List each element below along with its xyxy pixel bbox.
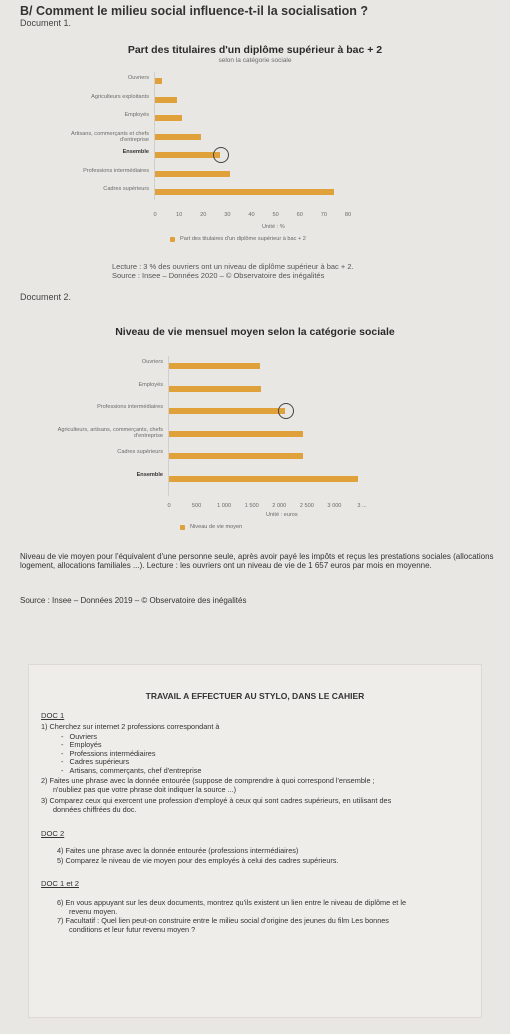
chart1-tick-label: 10 xyxy=(176,211,183,218)
chart2-category-label: Ensemble xyxy=(136,471,163,478)
chart2-category-label: Agriculteurs, artisans, commerçants, chefs d'entreprise xyxy=(57,426,163,439)
chart1-lecture: Lecture : 3 % des ouvriers ont un niveau de diplôme supérieur à bac + 2. xyxy=(112,262,354,271)
chart1-title: Part des titulaires d'un diplôme supérieur à bac + 2 xyxy=(127,44,383,56)
chart2-category-label: Ouvriers xyxy=(141,359,163,365)
chart2-bar xyxy=(169,363,260,369)
chart2-tick-label: 1 500 xyxy=(244,503,259,509)
chart1-tick-label: 20 xyxy=(200,211,207,218)
chart2-tick-label: 500 xyxy=(191,503,202,509)
question-1-list xyxy=(61,733,202,775)
question-6-line-2: revenu moyen. xyxy=(69,907,118,916)
chart2-bar xyxy=(169,431,303,437)
chart2-tick-label: 2 500 xyxy=(299,503,314,509)
chart2-bar xyxy=(169,453,303,459)
chart2-axis xyxy=(168,356,169,496)
question-1-item: - Cadres supérieurs xyxy=(61,757,130,767)
question-1-item: - Ouvriers xyxy=(61,732,98,741)
question-6-line-1: 6) En vous appuyant sur les deux documents, montrez qu'ils existent un lien entre le niveau de diplôme et le xyxy=(57,898,407,907)
document-1-label: Document 1. xyxy=(20,18,72,28)
chart1-xlabel: Unité : % xyxy=(262,224,285,230)
chart2-bar xyxy=(169,408,285,414)
chart2-tick-label: 2 000 xyxy=(272,503,287,509)
chart1-category-label: Agriculteurs exploitants xyxy=(91,93,149,100)
chart1-legend-label: Part des titulaires d'un diplôme supérieur à bac + 2 xyxy=(180,236,306,242)
work-title: TRAVAIL A EFFECTUER AU STYLO, DANS LE CAHIER xyxy=(145,691,365,701)
chart2-source: Source : Insee – Données 2019 – © Observatoire des inégalités xyxy=(20,596,247,605)
chart2-bar xyxy=(169,476,358,482)
chart1-tick-label: 60 xyxy=(296,211,303,218)
chart2-category-label: Cadres supérieurs xyxy=(117,449,163,455)
doc2-heading: DOC 2 xyxy=(41,829,65,838)
chart2-note: Niveau de vie moyen pour l'équivalent d'une personne seule, après avoir payé les impôts et reçus les prestations sociales (allocations logement, allocations familiales ...). Lecture : les ouvriers ont un niveau de vie de 1 657 euros par mois en moyenne. xyxy=(20,552,494,570)
chart1-tick-label: 70 xyxy=(320,211,327,218)
chart1-subtitle: selon la catégorie sociale xyxy=(218,57,292,64)
page-heading: B/ Comment le milieu social influence-t-il la socialisation ? xyxy=(20,4,368,18)
chart1-source: Source : Insee – Données 2020 – © Observatoire des inégalités xyxy=(112,271,325,280)
question-1: 1) Cherchez sur internet 2 professions correspondant à xyxy=(41,722,220,731)
document-2-label: Document 2. xyxy=(20,292,72,302)
question-7-line-1: 7) Facultatif : Quel lien peut-on construire entre le milieu social d'origine des jeunes du film Les bonnes xyxy=(57,916,389,925)
chart1-tick-label: 40 xyxy=(248,211,255,218)
chart1-category-label: Employés xyxy=(124,112,149,118)
chart2-bar xyxy=(169,386,261,392)
chart2-tick-label: 3 ... xyxy=(357,503,367,509)
chart1-tick-label: 80 xyxy=(344,211,352,218)
chart2-category-label: Employés xyxy=(138,381,163,388)
question-3-line-1: 3) Comparez ceux qui exercent une profession d'employé à ceux qui sont cadres supérieurs, en utilisant des xyxy=(41,796,392,805)
chart1-category-label: Cadres supérieurs xyxy=(103,186,149,192)
chart1-tick-label: 30 xyxy=(224,211,231,218)
chart2-xlabel: Unité : euros xyxy=(266,512,298,518)
chart1-category-label: Professions intermédiaires xyxy=(83,167,149,174)
chart1-category-label: Ensemble xyxy=(122,149,149,155)
question-2-line-1: 2) Faites une phrase avec la donnée entourée (suppose de comprendre à quoi correspond l'ensemble ; xyxy=(41,776,375,785)
question-5: 5) Comparez le niveau de vie moyen pour des employés à celui des cadres supérieurs. xyxy=(57,856,339,865)
question-1-item: - Professions intermédiaires xyxy=(61,748,156,758)
chart2-legend-swatch xyxy=(180,525,185,530)
chart1-tick-label: 50 xyxy=(272,211,279,218)
chart2-legend-label: Niveau de vie moyen xyxy=(190,524,243,530)
work-card xyxy=(28,664,482,1018)
chart2-tick-label: 1 000 xyxy=(217,503,232,509)
chart1-category-label: Artisans, commerçants et chefs d'entreprise xyxy=(70,130,149,143)
doc1-heading: DOC 1 xyxy=(41,711,65,720)
question-2-line-2: n'oubliez pas que votre phrase doit indiquer la source ...) xyxy=(53,785,237,794)
doc1-and-2-heading: DOC 1 et 2 xyxy=(41,879,79,888)
question-4: 4) Faites une phrase avec la donnée entourée (professions intermédiaires) xyxy=(57,846,299,855)
chart2-title: Niveau de vie mensuel moyen selon la catégorie sociale xyxy=(115,326,395,338)
question-1-item: - Artisans, commerçants, chef d'entreprise xyxy=(61,765,202,775)
chart2-tick-label: 0 xyxy=(167,503,171,509)
chart1-category-label: Ouvriers xyxy=(127,75,149,81)
question-3-line-2: données chiffrées du doc. xyxy=(53,805,137,814)
chart1-tick-label: 0 xyxy=(153,211,157,218)
chart2-highlight-circle xyxy=(278,403,294,419)
question-1-item: - Employés xyxy=(61,740,102,750)
chart2-category-label: Professions intermédiaires xyxy=(97,404,163,410)
question-7-line-2: conditions et leur futur revenu moyen ? xyxy=(69,925,196,934)
chart2-tick-label: 3 000 xyxy=(327,503,342,509)
